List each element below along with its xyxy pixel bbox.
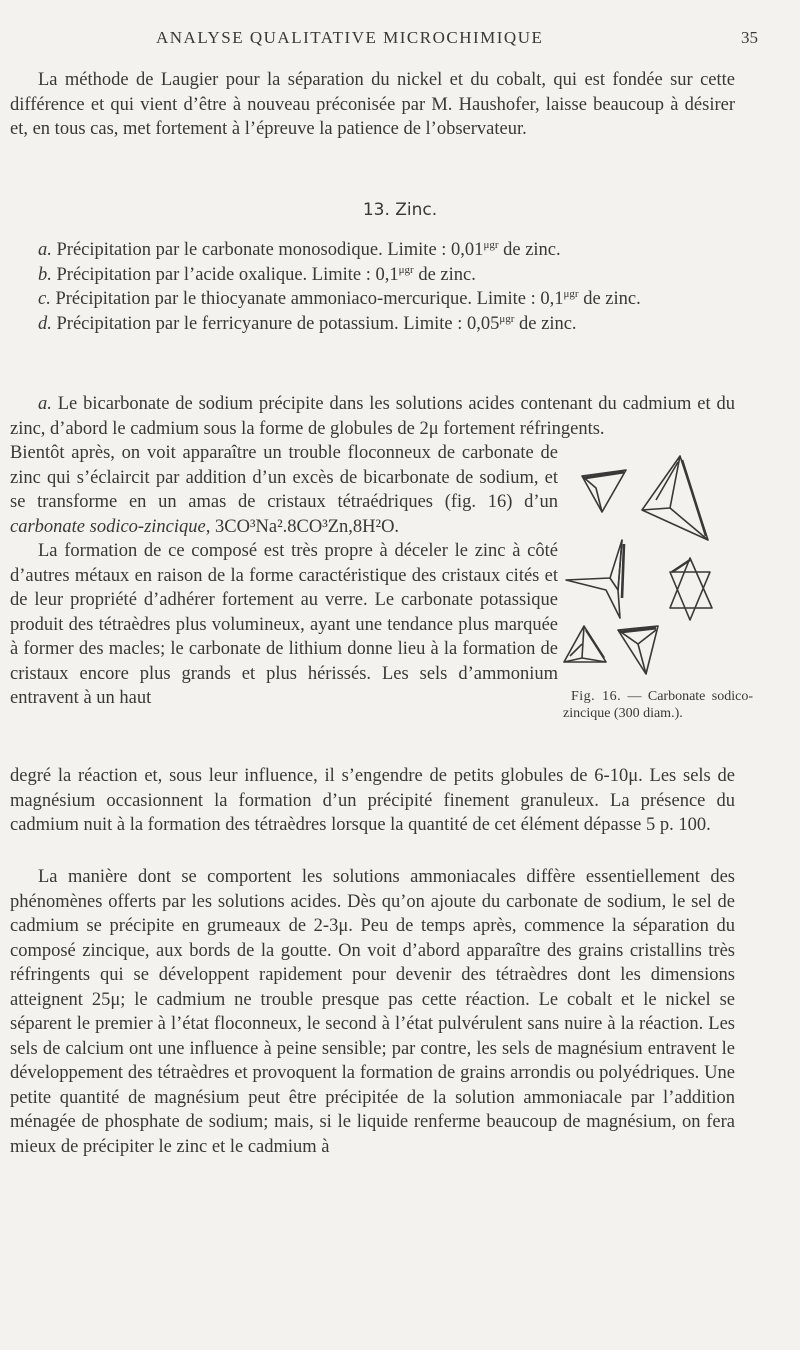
intro-paragraph: La méthode de Laugier pour la séparation du nickel et du cobalt, qui est fondée sur cette différence et qui vient d’être à nouveau préconisée par M. Haushofer, laisse beaucoup à désirer et, en tous cas, met fortement à l’épreuve la patience de l’observateur. xyxy=(10,70,735,139)
running-title: ANALYSE QUALITATIVE MICROCHIMIQUE xyxy=(156,28,544,47)
list-item: d. Précipitation par le ferricyanure de potassium. Limite : $0,05^{\mu gr}$ de zinc. xyxy=(38,312,577,334)
paragraph-a-end: degré la réaction et, sous leur influence, il s’engendre de petits globules de 6-10μ. Les sels de magnésium occasionnent la formation d’un précipité finement granuleux. La présence du cadmium nuit à la formation des tétraèdres lorsque la quantité de cet élément dépasse 5 p. 100. xyxy=(10,766,735,835)
list-item: c. Précipitation par le thiocyanate ammoniaco-mercurique. Limite : $0,1^{\mu gr}$ de zinc. xyxy=(38,287,641,309)
ammonia-paragraph: La manière dont se comportent les solutions ammoniacales diffère essentiellement des phénomènes offerts par les solutions acides. Dès qu’on ajoute du carbonate de sodium, le sel de cadmium se précipite en grumeaux de 2-3μ. Peu de temps après, commence la séparation du composé zincique, aux bords de la goutte. On voit d’abord apparaître des grains cristallins très réfringents qui se développent rapidement pour devenir des tétraèdres dont les dimensions atteignent 25μ; le cadmium ne trouble presque pas cette réaction. Le cobalt et le nickel se séparent le premier à l’état floconneux, le second à l’état pulvérulent sans nuire à la réaction. Les sels de calcium ont une influence à peine sensible; par contre, les sels de magnésium entravent le développement des tétraèdres et provoquent la formation de grains arrondis ou polyédriques. Une petite quantité de magnésium peut être précipitée de la solution ammoniacale par l’addition ménagée de phosphate de sodium; mais, si le liquide renferme beaucoup de magnésium, on fera mieux de précipiter le zinc et le cadmium à xyxy=(10,867,735,1157)
crystal-shape xyxy=(642,456,708,540)
compound-name: carbonate sodico-zincique xyxy=(10,516,206,537)
figure-caption: Fig. 16. — Carbonate sodico-zincique (300 diam.). xyxy=(563,689,753,721)
crystal-shape xyxy=(564,626,606,662)
paragraph-a-intro: a. Le bicarbonate de sodium précipite dans les solutions acides contenant du cadmium et du zinc, d’abord le cadmium sous la forme de globules de 2μ fortement réfringents. xyxy=(10,394,736,439)
paragraph-a-continuation: La formation de ce composé est très propre à déceler le zinc à côté d’autres métaux en raison de la forme caractéristique des cristaux cités et de leur propriété d’adhérer fortement au verre. Le carbonate potassique produit des tétraèdres plus volumineux, ayant une tendance plus marquée à former des macles; le carbonate de lithium donne lieu à la formation de cristaux encore plus grands et plus hérissés. Les sels d’ammonium entravent à un haut xyxy=(10,541,558,708)
page-header xyxy=(0,28,800,52)
section-title: Zinc. xyxy=(395,200,438,220)
compound-formula: , 3CO³Na².8CO³Zn,8H²O. xyxy=(205,516,400,537)
page-number: 35 xyxy=(741,28,758,47)
crystal-shape xyxy=(670,558,712,620)
limits-list xyxy=(10,238,735,336)
list-item: a. Précipitation par le carbonate monosodique. Limite : $0,01^{\mu gr}$ de zinc. xyxy=(38,238,561,260)
section-heading xyxy=(0,200,800,220)
crystal-shape xyxy=(582,470,626,512)
crystal-shape xyxy=(618,626,658,674)
section-number: 13. xyxy=(362,200,390,220)
figure-label: Fig. 16. xyxy=(571,689,622,704)
list-item: b. Précipitation par l’acide oxalique. Limite : $0,1^{\mu gr}$ de zinc. xyxy=(38,263,476,285)
paragraph-a-left-column xyxy=(10,441,558,711)
crystal-shape xyxy=(566,540,624,618)
paragraph-a-body: Bientôt après, on voit apparaître un trouble floconneux de carbonate de zinc qui s’éclaircit par addition d’un excès de bicarbonate de sodium, et se transforme en un amas de cristaux tétraédriques (fig. 16) d’un carbonate sodico-zincique, 3CO³Na².8CO³Zn,8H²O. xyxy=(10,443,558,537)
